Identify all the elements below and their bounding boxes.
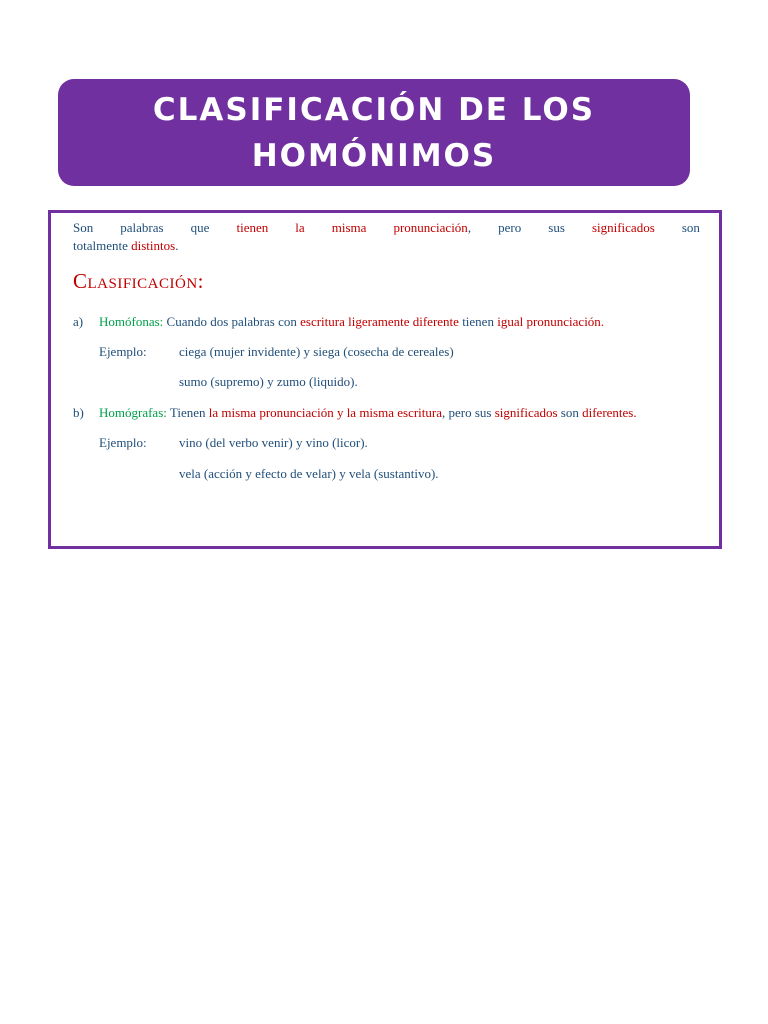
text-part: diferentes — [582, 405, 634, 420]
text-part: Tienen — [166, 405, 209, 420]
text-part: igual pronunciación — [497, 314, 601, 329]
section-heading: Clasificación: — [73, 269, 205, 293]
intro-word: significados — [591, 220, 655, 235]
intro-line-1 — [73, 219, 700, 237]
text-part: Cuando dos palabras con — [163, 314, 301, 329]
text-part: tienen — [458, 314, 498, 329]
text-part: significados — [494, 405, 558, 420]
text-part: . — [633, 405, 637, 420]
intro-word: son — [681, 220, 700, 235]
list-marker: b) — [73, 405, 84, 420]
intro-line-2 — [73, 237, 700, 255]
intro-word: Son — [73, 220, 94, 235]
example-text: vela (acción y efecto de velar) y vela (sustantivo). — [179, 466, 439, 481]
intro-word: pero — [498, 220, 522, 235]
term-homografas: Homógrafas: — [99, 405, 167, 420]
text-part: , pero sus — [442, 405, 495, 420]
title-line-1: CLASIFICACIÓN DE LOS — [152, 91, 596, 128]
text-part: son — [557, 405, 583, 420]
example-label: Ejemplo: — [99, 435, 147, 450]
intro-word: tienen — [236, 220, 269, 235]
intro-word: palabras — [120, 220, 164, 235]
list-marker: a) — [73, 314, 84, 329]
text-part: . — [600, 314, 605, 329]
intro-word: pronunciación — [393, 220, 468, 235]
example-text: sumo (supremo) y zumo (liquido). — [179, 374, 358, 389]
intro-word-group — [393, 219, 471, 237]
item-b-example-2 — [179, 466, 439, 482]
term-homofonas: Homófonas: — [99, 314, 164, 329]
text-part: escritura ligeramente diferente — [300, 314, 459, 329]
item-a-example-2 — [179, 374, 358, 390]
item-b-text — [99, 405, 637, 421]
intro-text: totalmente — [73, 238, 132, 253]
text-part: la misma pronunciación y la misma escritura — [208, 405, 442, 420]
intro-word: misma — [331, 220, 367, 235]
content-box — [48, 210, 722, 549]
intro-word: que — [190, 220, 210, 235]
intro-text: . — [175, 238, 179, 253]
intro-word: la — [295, 220, 305, 235]
item-a-text — [99, 314, 604, 330]
intro-text: distintos — [131, 238, 176, 253]
title-line-2: HOMÓNIMOS — [251, 137, 497, 174]
intro-word: sus — [548, 220, 565, 235]
example-text: ciega (mujer invidente) y siega (cosecha de cereales) — [179, 344, 454, 359]
title-banner — [58, 79, 690, 186]
example-label: Ejemplo: — [99, 344, 147, 359]
intro-paragraph — [73, 219, 700, 255]
example-text: vino (del verbo venir) y vino (licor). — [179, 435, 368, 450]
intro-comma: , — [467, 220, 472, 235]
